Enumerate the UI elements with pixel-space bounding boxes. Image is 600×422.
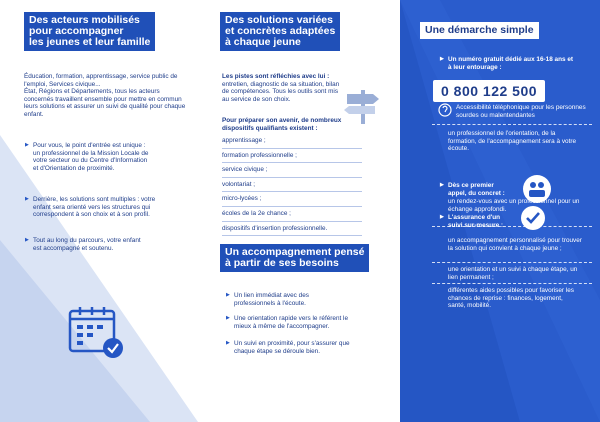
assurance-item-1: un accompagnement personnalisé pour trouver la solution qui convient à chaque jeune ; [448,237,582,252]
panel2-bullet-2: ▶ Une orientation rapide vers le référent le mieux à même de l'accompagner. [234,315,362,330]
panel3-header: Une démarche simple [420,22,539,39]
phone-number[interactable]: 0 800 122 500 [433,80,545,102]
panel2-intro: entretien, diagnostic de sa situation, bilan de compétences. Tous les outils sont mis au service de son choix. [222,80,340,103]
check-icon [520,205,546,231]
assurance-item-2: une orientation et un suivi à chaque étape, un lien permanent ; [448,266,578,281]
qualifying-list [222,134,362,236]
list-item: formation professionnelle ; [222,149,362,164]
panel1-bullet-3: ▶ Tout au long du parcours, votre enfant est accompagné et soutenu. [33,237,143,252]
list-item: volontariat ; [222,178,362,193]
panel1-header: Des acteurs mobilisés pour accompagner les jeunes et leur famille [24,12,155,51]
list-item: dispositifs d'insertion professionnelle. [222,222,362,237]
panel1-bullet-2: ▶ Derrière, les solutions sont multiples : votre enfant sera orienté vers les structures qui correspondent à son choix et à son profil. [33,196,161,219]
divider [432,124,592,125]
panel2-future: Pour préparer son avenir, de nombreux dispositifs qualifiants existent : [222,117,342,132]
panel1-intro: Éducation, formation, apprentissage, service public de l'emploi, Services civique... État, Régions et Départements, tous les acteurs concernés travaillent ensemble pour mettre en commun leurs solutions et assurer un suivi de qualité pour chaque enfant. [24,73,186,118]
divider [432,262,592,263]
panel1-bullet-1: ▶ Pour vous, le point d'entrée est unique : un professionnel de la Mission Locale de votre secteur ou du Centre d'Information et d'Orientation de proximité. [33,142,153,172]
pro-line: un professionnel de l'orientation, de la formation, de l'accompagnement sera à votre écoute. [448,130,577,153]
panel2-bullet-3: ▶ Un suivi en proximité, pour s'assurer que chaque étape se déroule bien. [234,340,366,355]
assurance: ▶ L'assurance d'un suivi sur-mesure : [448,214,516,229]
assurance-item-3: différentes aides possibles pour favoriser les chances de reprise : finances, logement, santé, mobilité. [448,287,574,310]
panel-procedure [400,0,600,422]
hearing-icon [438,103,452,117]
panel2-header2: Un accompagnement pensé à partir de ses besoins [220,244,369,272]
panel2-intro-bold: Les pistes sont réfléchies avec lui : [222,73,330,80]
list-item: apprentissage ; [222,134,362,149]
panel2-bullet-1: ▶ Un lien immédiat avec des professionnels à l'écoute. [234,292,344,307]
list-item: service civique ; [222,163,362,178]
panel2-intro-block [222,73,342,103]
panel2-header: Des solutions variées et concrètes adaptées à chaque jeune [220,12,340,51]
first-call: ▶ Dès ce premier appel, du concret : [448,182,510,197]
accessibility-note: Accessibilité téléphonique pour les personnes sourdes ou malentendantes [456,104,586,119]
list-item: écoles de la 2e chance ; [222,207,362,222]
list-item: micro-lycées ; [222,192,362,207]
rdv-line: un rendez-vous avec un professionnel pour un échange approfondi. [448,198,580,213]
panel-actors [0,0,198,422]
calendar-check-icon [66,305,128,361]
divider [432,283,592,284]
panel-solutions [198,0,400,422]
number-intro: ▶ Un numéro gratuit dédié aux 16-18 ans et à leur entourage : [448,56,578,71]
